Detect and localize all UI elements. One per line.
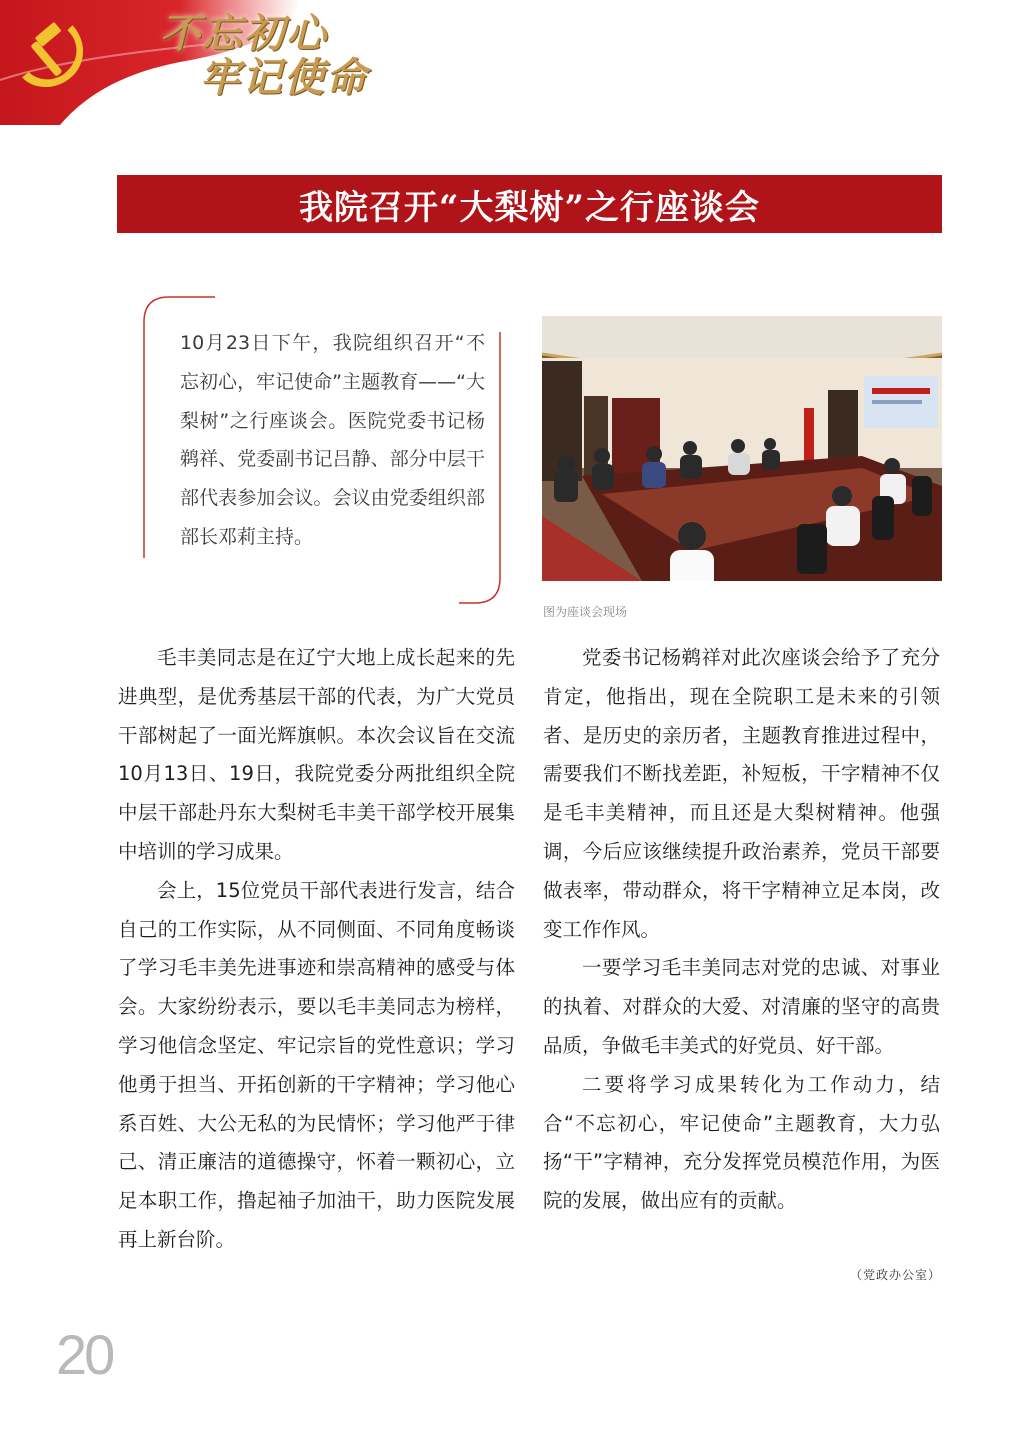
body-paragraph: 二要将学习成果转化为工作动力，结合“不忘初心，牢记使命”主题教育，大力弘扬“干”字精神，充分发挥党员模范作用，为医院的发展，做出应有的贡献。: [543, 1072, 940, 1213]
article-source: （党政办公室）: [850, 1268, 942, 1282]
body-paragraph: 一要学习毛丰美同志对党的忠诚、对事业的执着、对群众的大爱、对清廉的坚守的高贵品质，争做毛丰美式的好党员、好干部。: [543, 956, 940, 1057]
article-title: 我院召开“大梨树”之行座谈会: [298, 187, 761, 228]
page-number: 20: [56, 1323, 113, 1386]
intro-paragraph: 10月23日下午，我院组织召开“不忘初心，牢记使命”主题教育——“大梨树”之行座谈会。医院党委书记杨鹈祥、党委副书记吕静、部分中层干部代表参加会议。会议由党委组织部部长邓莉主持。: [180, 332, 485, 548]
article-body-right: [543, 639, 940, 1221]
slogan-line-1: 不忘初心: [160, 10, 328, 57]
slogan-line-2: 牢记使命: [200, 54, 368, 101]
body-paragraph: 会上，15位党员干部代表进行发言，结合自己的工作实际，从不同侧面、不同角度畅谈了学习毛丰美先进事迹和崇高精神的感受与体会。大家纷纷表示，要以毛丰美同志为榜样，学习他信念坚定、牢记宗旨的党性意识；学习他勇于担当、开拓创新的干字精神；学习他心系百姓、大公无私的为民情怀；学习他严于律己、清正廉洁的道德操守，怀着一颗初心，立足本职工作，撸起袖子加油干，助力医院发展再上新台阶。: [118, 878, 515, 1251]
article-body-left: [118, 639, 515, 1260]
body-paragraph: 毛丰美同志是在辽宁大地上成长起来的先进典型，是优秀基层干部的代表，为广大党员干部树起了一面光辉旗帜。本次会议旨在交流10月13日、19日，我院党委分两批组织全院中层干部赴丹东大梨树毛丰美干部学校开展集中培训的学习成果。: [118, 646, 515, 863]
meeting-photo: [542, 316, 942, 581]
title-banner: [117, 175, 942, 233]
hammer-sickle-icon: [12, 10, 96, 94]
body-paragraph: 党委书记杨鹈祥对此次座谈会给予了充分肯定，他指出，现在全院职工是未来的引领者、是历史的亲历者，主题教育推进过程中，需要我们不断找差距，补短板，干字精神不仅是毛丰美精神，而且还是大梨树精神。他强调，今后应该继续提升政治素养，党员干部要做表率，带动群众，将干字精神立足本岗，改变工作作风。: [543, 646, 940, 941]
photo-caption: 图为座谈会现场: [543, 605, 628, 619]
